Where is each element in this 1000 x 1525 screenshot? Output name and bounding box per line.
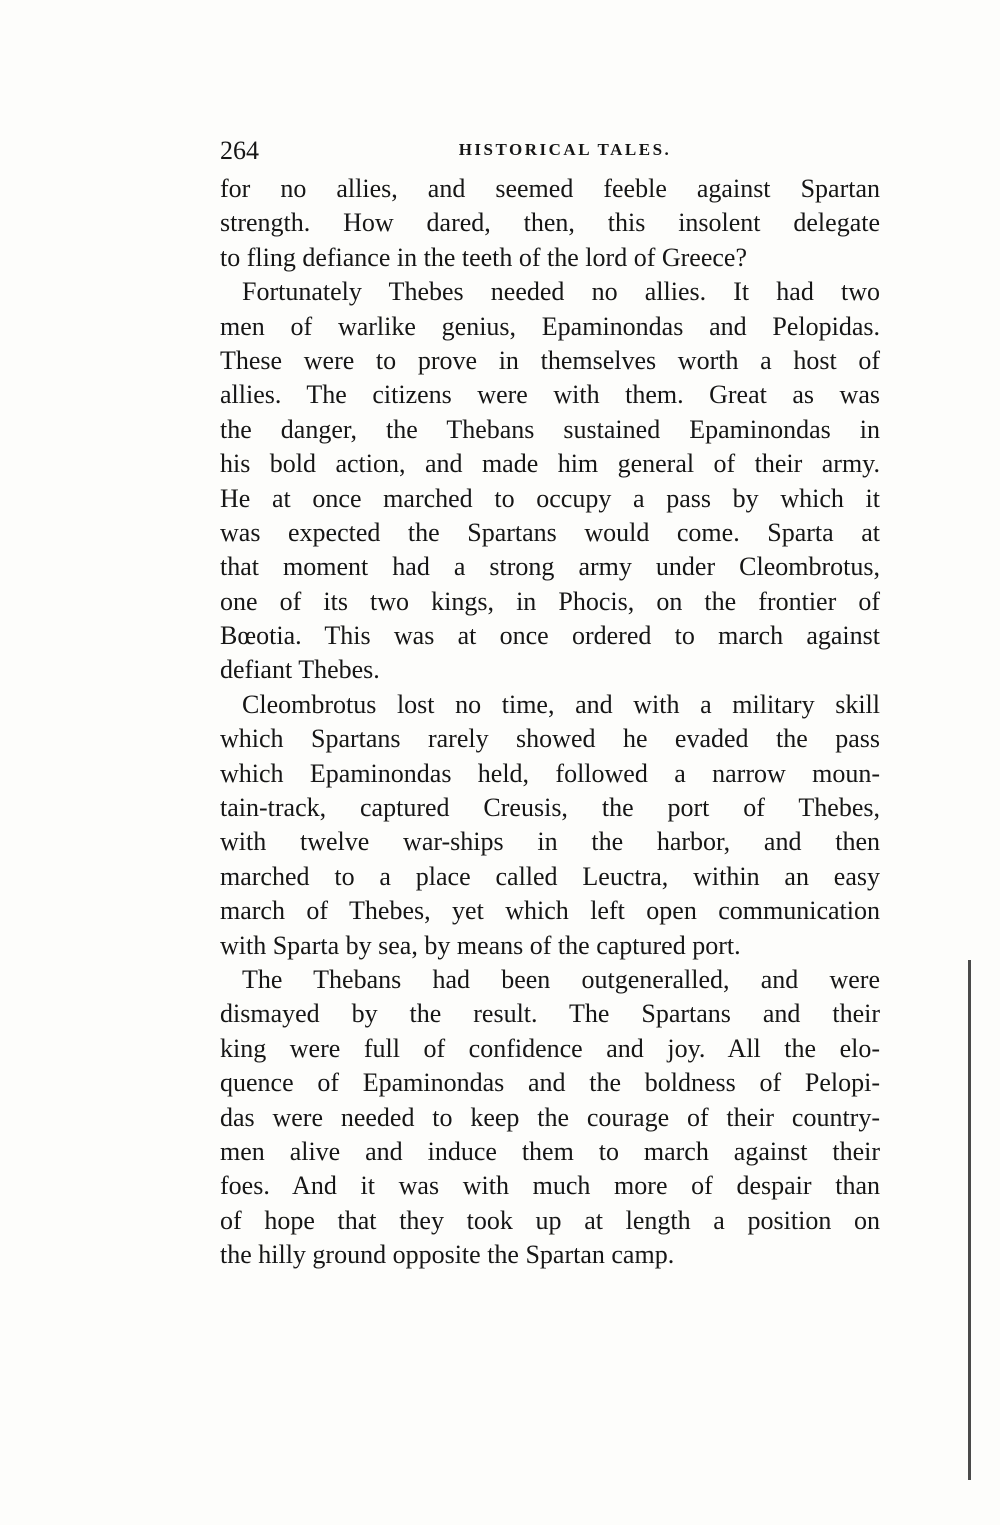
text-line: allies. The citizens were with them. Great as was	[220, 380, 880, 410]
paragraph	[220, 172, 880, 275]
paragraph	[220, 275, 880, 688]
running-title: HISTORICAL TALES.	[458, 140, 672, 159]
text-line: marched to a place called Leuctra, within an easy	[220, 861, 880, 891]
text-line: das were needed to keep the courage of their country-	[220, 1102, 880, 1132]
text-line: one of its two kings, in Phocis, on the frontier of	[220, 586, 880, 616]
text-line: which Epaminondas held, followed a narrow moun-	[220, 758, 880, 788]
text-line: men of warlike genius, Epaminondas and Pelopidas.	[220, 311, 880, 341]
text-line: to fling defiance in the teeth of the lord of Greece?	[220, 242, 747, 272]
text-line: Cleombrotus lost no time, and with a military skill	[242, 689, 880, 719]
text-line: the hilly ground opposite the Spartan camp.	[220, 1240, 675, 1270]
page-number: 264	[220, 136, 259, 165]
text-line: was expected the Spartans would come. Sparta at	[220, 517, 880, 547]
text-line: Fortunately Thebes needed no allies. It had two	[242, 277, 880, 307]
text-line: his bold action, and made him general of their army.	[220, 449, 880, 479]
text-line: king were full of confidence and joy. All the elo-	[220, 1033, 880, 1063]
text-line: the danger, the Thebans sustained Epaminondas in	[220, 414, 880, 444]
text-line: tain-track, captured Creusis, the port of Thebes,	[220, 793, 880, 823]
text-line: march of Thebes, yet which left open communication	[220, 896, 880, 926]
text-line: which Spartans rarely showed he evaded the pass	[220, 724, 880, 754]
text-line: foes. And it was with much more of despair than	[220, 1171, 880, 1201]
paragraph	[220, 688, 880, 963]
text-line: He at once marched to occupy a pass by which it	[220, 483, 880, 513]
text-line: with Sparta by sea, by means of the captured port.	[220, 930, 741, 960]
text-line: men alive and induce them to march against their	[220, 1136, 880, 1166]
text-line: of hope that they took up at length a position on	[220, 1205, 880, 1235]
text-line: defiant Thebes.	[220, 655, 380, 685]
text-line: with twelve war-ships in the harbor, and then	[220, 827, 880, 857]
text-line: The Thebans had been outgeneralled, and were	[242, 964, 880, 994]
text-line: that moment had a strong army under Cleombrotus,	[220, 552, 880, 582]
text-line: strength. How dared, then, this insolent delegate	[220, 208, 880, 238]
text-line: Bœotia. This was at once ordered to march against	[220, 621, 880, 651]
text-line: These were to prove in themselves worth a host of	[220, 345, 880, 375]
text-line: for no allies, and seemed feeble against Spartan	[220, 174, 880, 203]
text-line: dismayed by the result. The Spartans and their	[220, 999, 880, 1029]
text-line: quence of Epaminondas and the boldness of Pelopi-	[220, 1068, 880, 1098]
scan-edge-shadow	[968, 960, 971, 1480]
page-header	[220, 136, 880, 170]
paragraph	[220, 963, 880, 1273]
page-body	[220, 172, 880, 1273]
